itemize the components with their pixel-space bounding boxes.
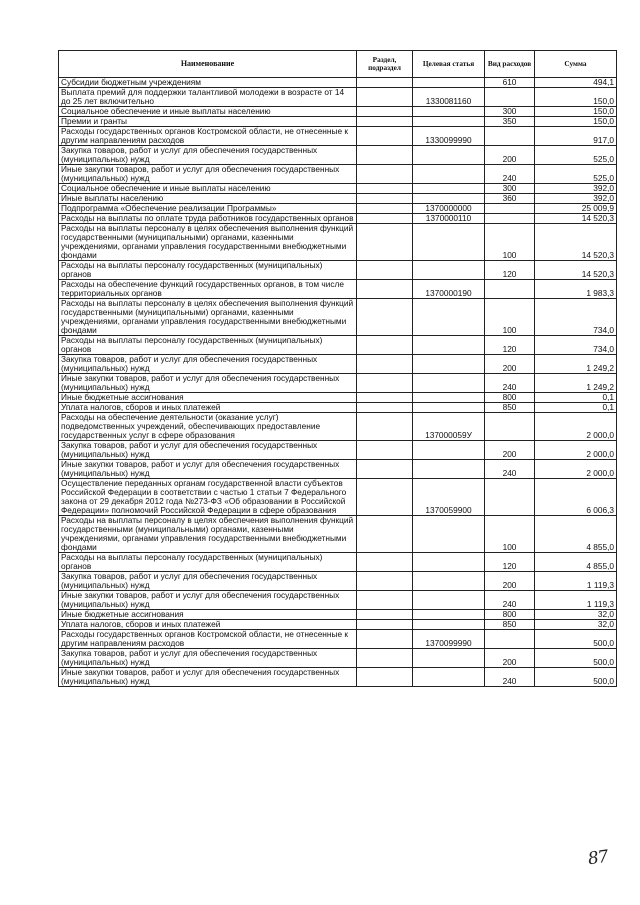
row-name-cell: Расходы на выплаты персоналу в целях обеспечения выполнения функций государственными (муниципальными) органами, казенными учреждениями, органами управления государственными внебюджетными фондами [59,299,357,336]
row-sum-cell: 494,1 [535,78,617,88]
row-section-cell [357,280,413,299]
row-target-article-cell [413,620,485,630]
row-section-cell [357,479,413,516]
table-row [59,668,617,687]
row-target-article-cell [413,299,485,336]
table-row [59,572,617,591]
row-sum-cell: 150,0 [535,88,617,107]
row-expense-type-cell: 610 [485,78,535,88]
row-expense-type-cell: 800 [485,610,535,620]
row-target-article-cell: 1370099990 [413,630,485,649]
row-name-cell: Расходы на выплаты персоналу государственных (муниципальных) органов [59,336,357,355]
row-section-cell [357,88,413,107]
budget-table [58,50,617,687]
table-row [59,374,617,393]
row-expense-type-cell: 300 [485,184,535,194]
row-expense-type-cell: 850 [485,620,535,630]
table-row [59,441,617,460]
row-sum-cell: 392,0 [535,194,617,204]
row-target-article-cell [413,107,485,117]
row-sum-cell: 392,0 [535,184,617,194]
table-row [59,184,617,194]
row-name-cell: Осуществление переданных органам государственной власти субъектов Российской Федерации в соответствии с частью 1 статьи 7 Федерального закона от 29 декабря 2012 года №273-ФЗ «Об образовании в Российской Федерации» полномочий Российской Федерации в сфере образования [59,479,357,516]
row-name-cell: Закупка товаров, работ и услуг для обеспечения государственных (муниципальных) нужд [59,355,357,374]
row-section-cell [357,591,413,610]
row-sum-cell: 2 000,0 [535,441,617,460]
row-name-cell: Иные закупки товаров, работ и услуг для обеспечения государственных (муниципальных) нужд [59,165,357,184]
table-row [59,299,617,336]
row-sum-cell: 150,0 [535,117,617,127]
row-target-article-cell: 1330081160 [413,88,485,107]
row-target-article-cell [413,516,485,553]
row-name-cell: Расходы государственных органов Костромской области, не отнесенные к другим направлениям расходов [59,127,357,146]
row-name-cell: Уплата налогов, сборов и иных платежей [59,403,357,413]
row-expense-type-cell: 120 [485,336,535,355]
row-name-cell: Иные закупки товаров, работ и услуг для обеспечения государственных (муниципальных) нужд [59,668,357,687]
row-name-cell: Закупка товаров, работ и услуг для обеспечения государственных (муниципальных) нужд [59,441,357,460]
table-row [59,107,617,117]
row-expense-type-cell: 100 [485,299,535,336]
row-target-article-cell [413,668,485,687]
row-section-cell [357,403,413,413]
table-row [59,336,617,355]
table-row [59,479,617,516]
row-expense-type-cell [485,204,535,214]
row-name-cell: Субсидии бюджетным учреждениям [59,78,357,88]
row-expense-type-cell: 360 [485,194,535,204]
table-row [59,117,617,127]
row-section-cell [357,516,413,553]
row-target-article-cell [413,393,485,403]
row-section-cell [357,78,413,88]
row-name-cell: Иные закупки товаров, работ и услуг для обеспечения государственных (муниципальных) нужд [59,374,357,393]
row-name-cell: Расходы на выплаты по оплате труда работников государственных органов [59,214,357,224]
row-sum-cell: 1 249,2 [535,355,617,374]
table-row [59,620,617,630]
row-section-cell [357,204,413,214]
row-section-cell [357,393,413,403]
table-row [59,165,617,184]
row-target-article-cell [413,460,485,479]
row-section-cell [357,127,413,146]
row-name-cell: Расходы на обеспечение деятельности (оказание услуг) подведомственных учреждений, обеспечивающих предоставление государственных услуг в сфере образования [59,413,357,441]
row-name-cell: Расходы государственных органов Костромской области, не отнесенные к другим направлениям расходов [59,630,357,649]
row-section-cell [357,649,413,668]
row-target-article-cell [413,261,485,280]
row-expense-type-cell [485,88,535,107]
table-row [59,553,617,572]
row-section-cell [357,460,413,479]
row-expense-type-cell: 120 [485,553,535,572]
table-row [59,460,617,479]
header-sum: Сумма [535,51,617,78]
row-expense-type-cell: 240 [485,668,535,687]
table-row [59,355,617,374]
row-target-article-cell [413,336,485,355]
table-row [59,146,617,165]
header-name: Наименование [59,51,357,78]
page-number: 87 [586,846,609,870]
row-target-article-cell [413,146,485,165]
row-name-cell: Закупка товаров, работ и услуг для обеспечения государственных (муниципальных) нужд [59,572,357,591]
row-section-cell [357,117,413,127]
table-row [59,280,617,299]
table-row [59,204,617,214]
row-sum-cell: 525,0 [535,165,617,184]
table-row [59,516,617,553]
row-expense-type-cell: 100 [485,224,535,261]
row-target-article-cell [413,610,485,620]
row-section-cell [357,224,413,261]
row-section-cell [357,374,413,393]
row-expense-type-cell: 240 [485,460,535,479]
row-section-cell [357,194,413,204]
row-section-cell [357,553,413,572]
row-target-article-cell: 1370000190 [413,280,485,299]
row-expense-type-cell: 300 [485,107,535,117]
row-target-article-cell [413,117,485,127]
row-section-cell [357,299,413,336]
table-row [59,591,617,610]
row-name-cell: Иные бюджетные ассигнования [59,610,357,620]
table-row [59,261,617,280]
row-section-cell [357,610,413,620]
row-sum-cell: 4 855,0 [535,516,617,553]
row-section-cell [357,572,413,591]
table-row [59,413,617,441]
row-target-article-cell: 1370000000 [413,204,485,214]
row-section-cell [357,668,413,687]
row-name-cell: Расходы на обеспечение функций государственных органов, в том числе территориальных органов [59,280,357,299]
row-sum-cell: 14 520,3 [535,214,617,224]
row-section-cell [357,184,413,194]
row-expense-type-cell: 200 [485,572,535,591]
row-target-article-cell [413,194,485,204]
table-row [59,224,617,261]
row-target-article-cell [413,184,485,194]
table-row [59,610,617,620]
row-sum-cell: 500,0 [535,630,617,649]
row-expense-type-cell: 800 [485,393,535,403]
row-expense-type-cell: 240 [485,591,535,610]
row-sum-cell: 4 855,0 [535,553,617,572]
row-name-cell: Иные закупки товаров, работ и услуг для обеспечения государственных (муниципальных) нужд [59,460,357,479]
row-sum-cell: 14 520,3 [535,224,617,261]
row-section-cell [357,413,413,441]
row-expense-type-cell: 200 [485,441,535,460]
row-section-cell [357,214,413,224]
row-target-article-cell: 1330099990 [413,127,485,146]
row-target-article-cell [413,78,485,88]
row-section-cell [357,630,413,649]
row-target-article-cell [413,374,485,393]
row-target-article-cell [413,649,485,668]
row-name-cell: Расходы на выплаты персоналу государственных (муниципальных) органов [59,553,357,572]
row-name-cell: Иные бюджетные ассигнования [59,393,357,403]
header-section: Раздел, подраздел [357,51,413,78]
header-expense-type: Вид расходов [485,51,535,78]
row-expense-type-cell: 200 [485,146,535,165]
table-row [59,88,617,107]
row-expense-type-cell: 240 [485,165,535,184]
row-sum-cell: 917,0 [535,127,617,146]
row-section-cell [357,107,413,117]
row-name-cell: Премии и гранты [59,117,357,127]
row-sum-cell: 150,0 [535,107,617,117]
row-expense-type-cell: 200 [485,355,535,374]
row-target-article-cell [413,403,485,413]
row-expense-type-cell: 350 [485,117,535,127]
row-sum-cell: 2 000,0 [535,460,617,479]
row-target-article-cell [413,572,485,591]
table-row [59,393,617,403]
row-target-article-cell [413,591,485,610]
row-expense-type-cell [485,479,535,516]
row-sum-cell: 25 009,9 [535,204,617,214]
row-sum-cell: 1 119,3 [535,572,617,591]
row-expense-type-cell [485,630,535,649]
row-target-article-cell [413,355,485,374]
row-sum-cell: 6 006,3 [535,479,617,516]
row-sum-cell: 500,0 [535,649,617,668]
row-sum-cell: 32,0 [535,610,617,620]
row-section-cell [357,441,413,460]
row-name-cell: Закупка товаров, работ и услуг для обеспечения государственных (муниципальных) нужд [59,146,357,165]
row-name-cell: Закупка товаров, работ и услуг для обеспечения государственных (муниципальных) нужд [59,649,357,668]
row-expense-type-cell: 200 [485,649,535,668]
row-target-article-cell: 1370059900 [413,479,485,516]
row-section-cell [357,620,413,630]
row-sum-cell: 1 983,3 [535,280,617,299]
row-expense-type-cell [485,280,535,299]
row-expense-type-cell [485,413,535,441]
row-name-cell: Расходы на выплаты персоналу в целях обеспечения выполнения функций государственными (муниципальными) органами, казенными учреждениями, органами управления государственными внебюджетными фондами [59,224,357,261]
row-sum-cell: 500,0 [535,668,617,687]
row-sum-cell: 1 249,2 [535,374,617,393]
row-target-article-cell: 1370000110 [413,214,485,224]
table-row [59,630,617,649]
row-expense-type-cell [485,214,535,224]
table-row [59,214,617,224]
row-expense-type-cell: 850 [485,403,535,413]
row-target-article-cell: 137000059У [413,413,485,441]
table-header-row [59,51,617,78]
row-name-cell: Уплата налогов, сборов и иных платежей [59,620,357,630]
row-sum-cell: 0,1 [535,403,617,413]
row-sum-cell: 734,0 [535,336,617,355]
row-sum-cell: 2 000,0 [535,413,617,441]
row-section-cell [357,336,413,355]
row-sum-cell: 14 520,3 [535,261,617,280]
row-name-cell: Социальное обеспечение и иные выплаты населению [59,107,357,117]
row-section-cell [357,261,413,280]
row-sum-cell: 734,0 [535,299,617,336]
row-name-cell: Выплата премий для поддержки талантливой молодежи в возрасте от 14 до 25 лет включительно [59,88,357,107]
row-target-article-cell [413,553,485,572]
row-target-article-cell [413,165,485,184]
header-target-article: Целевая статья [413,51,485,78]
row-name-cell: Иные выплаты населению [59,194,357,204]
table-row [59,78,617,88]
row-section-cell [357,165,413,184]
row-name-cell: Иные закупки товаров, работ и услуг для обеспечения государственных (муниципальных) нужд [59,591,357,610]
table-row [59,649,617,668]
row-sum-cell: 525,0 [535,146,617,165]
table-row [59,194,617,204]
row-sum-cell: 32,0 [535,620,617,630]
row-expense-type-cell: 120 [485,261,535,280]
table-body [59,78,617,687]
row-name-cell: Социальное обеспечение и иные выплаты населению [59,184,357,194]
table-row [59,127,617,146]
row-sum-cell: 1 119,3 [535,591,617,610]
row-target-article-cell [413,441,485,460]
row-name-cell: Подпрограмма «Обеспечение реализации Программы» [59,204,357,214]
row-section-cell [357,146,413,165]
row-expense-type-cell: 100 [485,516,535,553]
row-name-cell: Расходы на выплаты персоналу государственных (муниципальных) органов [59,261,357,280]
table-row [59,403,617,413]
row-name-cell: Расходы на выплаты персоналу в целях обеспечения выполнения функций государственными (муниципальными) органами, казенными учреждениями, органами управления государственными внебюджетными фондами [59,516,357,553]
row-section-cell [357,355,413,374]
row-expense-type-cell: 240 [485,374,535,393]
row-target-article-cell [413,224,485,261]
row-sum-cell: 0,1 [535,393,617,403]
row-expense-type-cell [485,127,535,146]
